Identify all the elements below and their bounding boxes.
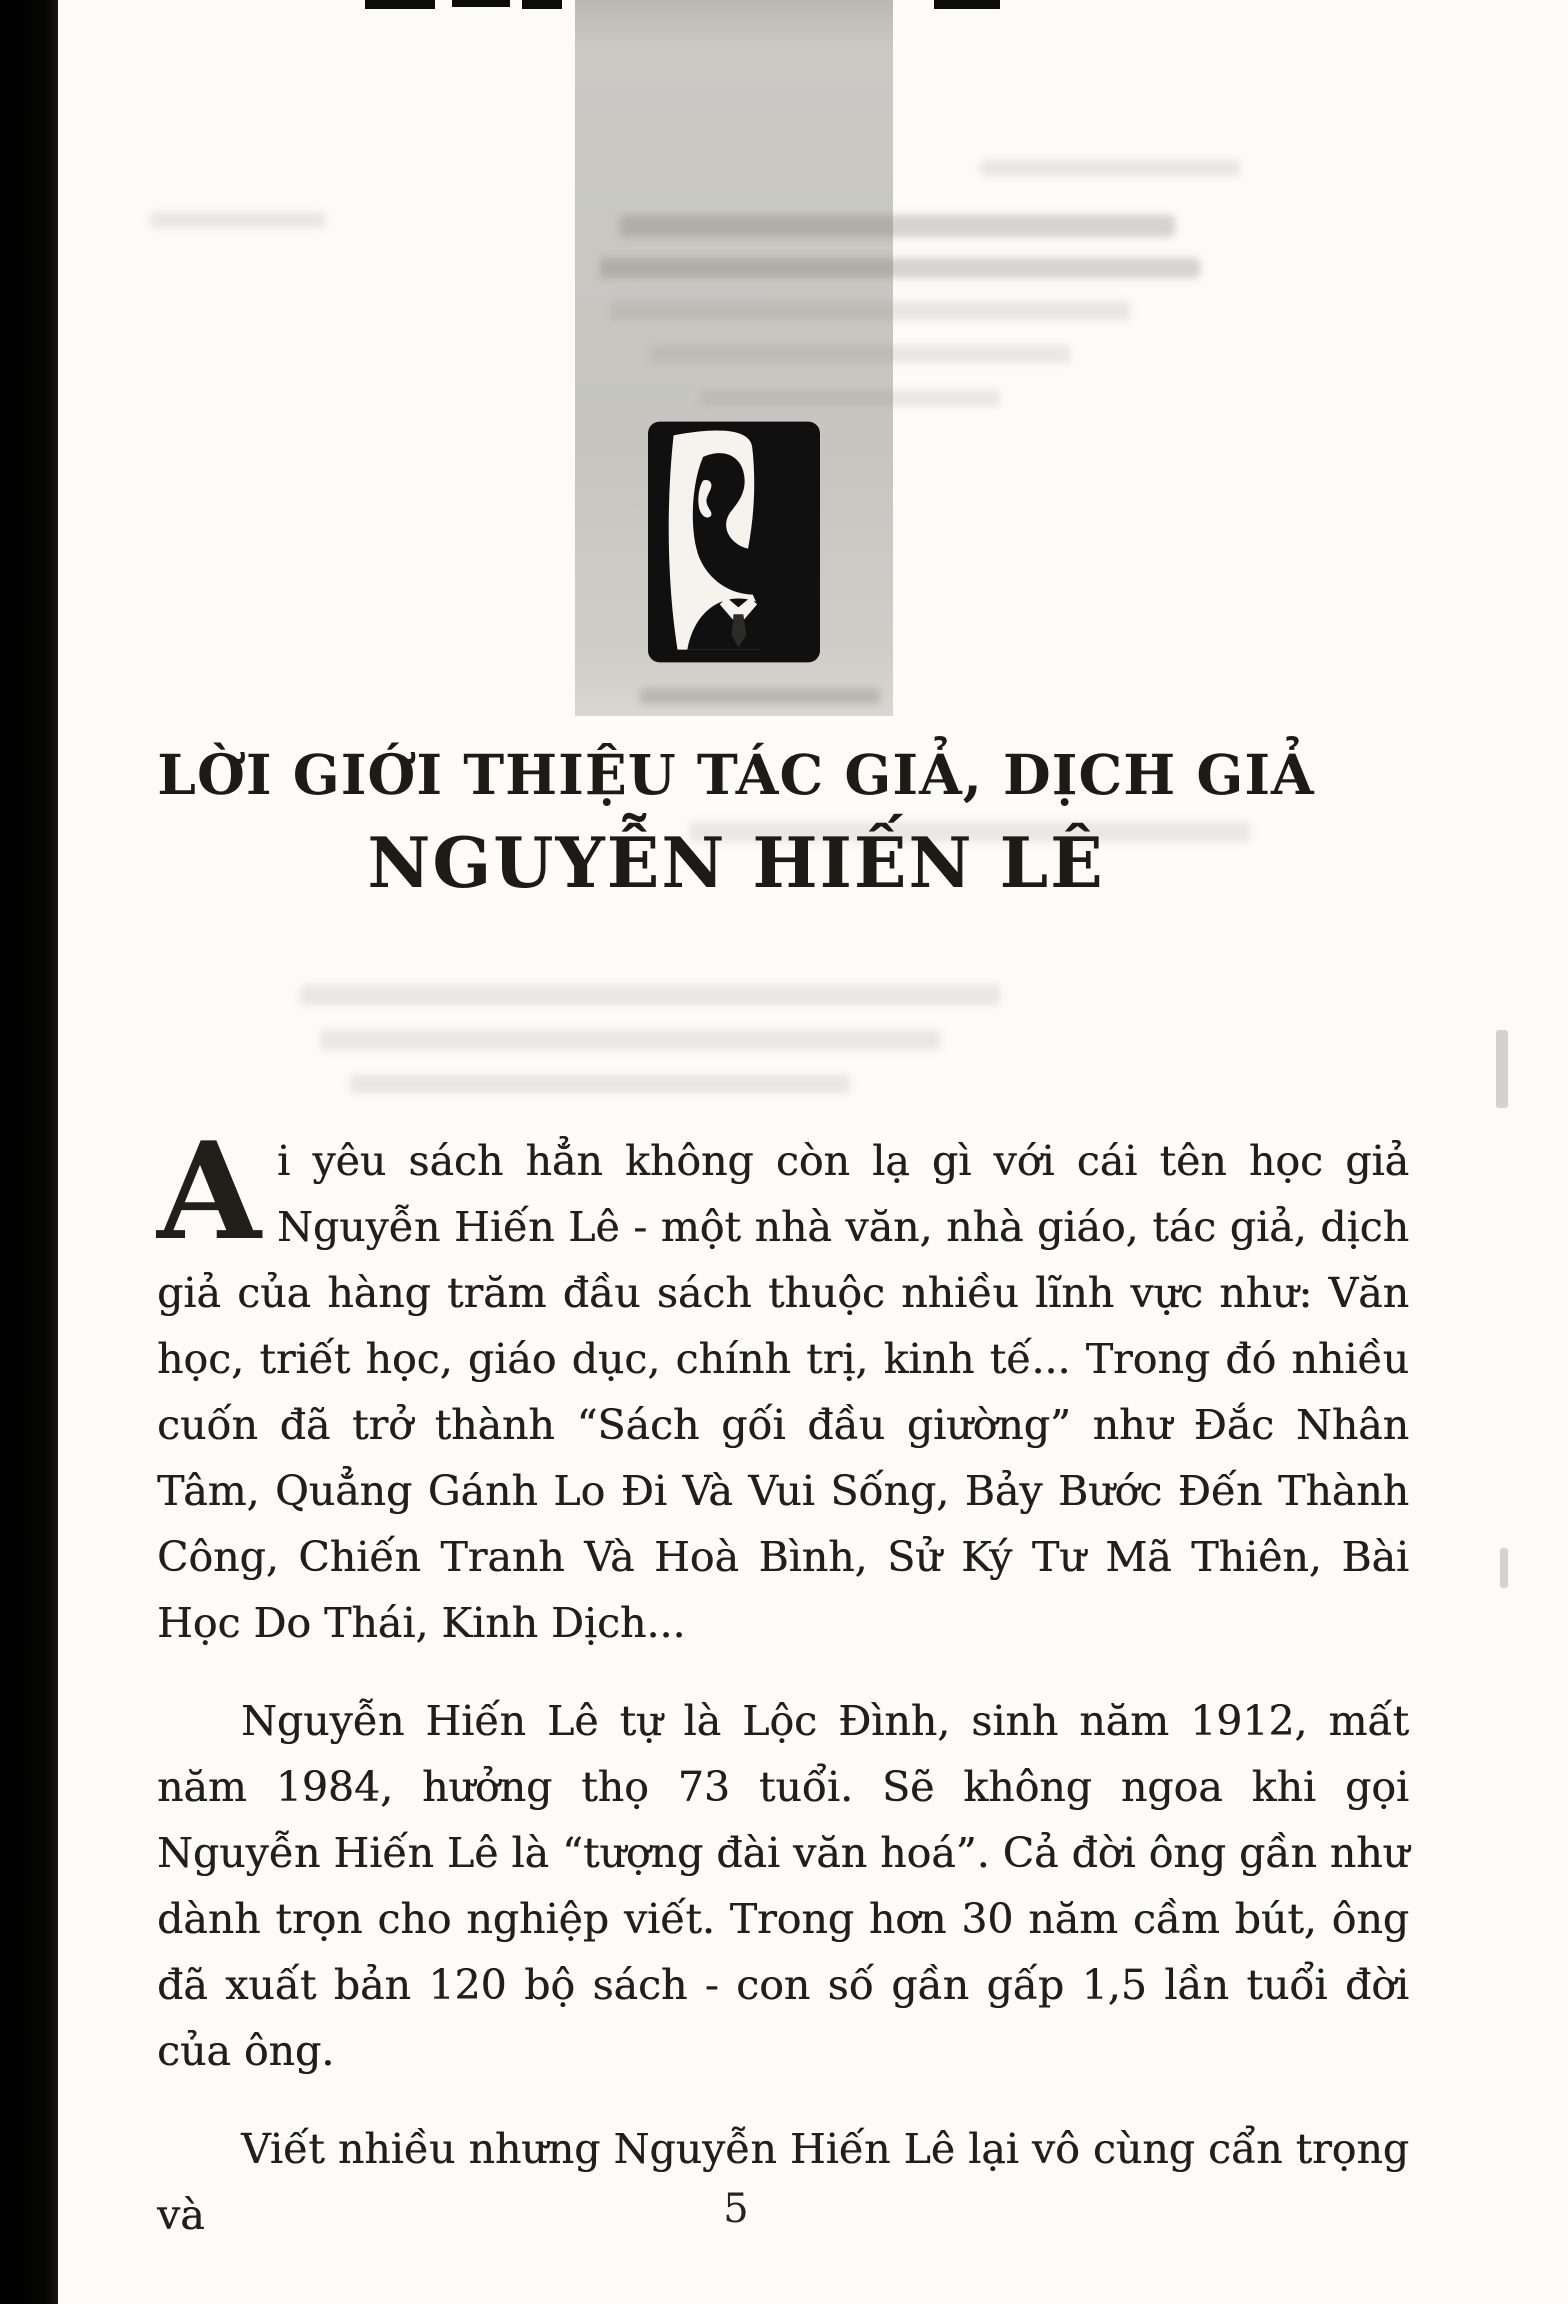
paragraph-1 xyxy=(157,1112,1409,1656)
bleedthrough-smudge xyxy=(600,258,1200,278)
scan-crop-fragment xyxy=(365,0,435,9)
bleedthrough-smudge xyxy=(300,985,1000,1005)
scan-edge-left xyxy=(0,0,58,2304)
bleedthrough-smudge xyxy=(150,212,325,228)
drop-cap: A xyxy=(157,1112,261,1270)
scan-right-artifact xyxy=(1496,1030,1508,1108)
scan-crop-fragment xyxy=(452,0,510,7)
bleedthrough-smudge xyxy=(610,301,1130,321)
bleedthrough-smudge xyxy=(350,1075,850,1093)
scan-crop-fragment xyxy=(934,0,1000,9)
bleedthrough-smudge xyxy=(980,160,1240,176)
paragraph-3: Viết nhiều nhưng Nguyễn Hiến Lê lại vô cùng cẩn trọng và xyxy=(157,2125,1409,2239)
scan-crop-fragment xyxy=(522,0,562,9)
paragraph-1-text: i yêu sách hẳn không còn lạ gì với cái tên học giả Nguyễn Hiến Lê - một nhà văn, nhà giáo, tác giả, dịch giả của hàng trăm đầu sách thuộc nhiều lĩnh vực như: Văn học, triết học, giáo dục, chính trị, kinh tế... Trong đó nhiều cuốn đã trở thành “Sách gối đầu giường” như Đắc Nhân Tâm, Quẳng Gánh Lo Đi Và Vui Sống, Bảy Bước Đến Thành Công, Chiến Tranh Và Hoà Bình, Sử Ký Tư Mã Thiên, Bài Học Do Thái, Kinh Dịch... xyxy=(157,1137,1409,1647)
bleedthrough-smudge xyxy=(650,345,1070,363)
bleedthrough-smudge xyxy=(700,390,1000,406)
body-text xyxy=(157,1112,1409,2280)
bleedthrough-smudge xyxy=(640,688,880,704)
bleedthrough-smudge xyxy=(320,1030,940,1050)
chapter-title: NGUYỄN HIẾN LÊ xyxy=(367,823,1105,904)
publisher-logo-book-face-icon xyxy=(648,420,820,664)
chapter-subtitle: LỜI GIỚI THIỆU TÁC GIẢ, DỊCH GIẢ xyxy=(157,742,1315,807)
chapter-heading xyxy=(80,742,1392,904)
scan-right-artifact xyxy=(1500,1548,1508,1588)
bleedthrough-smudge xyxy=(620,215,1175,237)
paragraph-2: Nguyễn Hiến Lê tự là Lộc Đình, sinh năm 1912, mất năm 1984, hưởng thọ 73 tuổi. Sẽ không ngoa khi gọi Nguyễn Hiến Lê là “tượng đài văn hoá”. Cả đời ông gần như dành trọn cho nghiệp viết. Trong hơn 30 năm cầm bút, ông đã xuất bản 120 bộ sách - con số gần gấp 1,5 lần tuổi đời của ông. xyxy=(157,1697,1409,2075)
page-number: 5 xyxy=(723,2186,749,2232)
